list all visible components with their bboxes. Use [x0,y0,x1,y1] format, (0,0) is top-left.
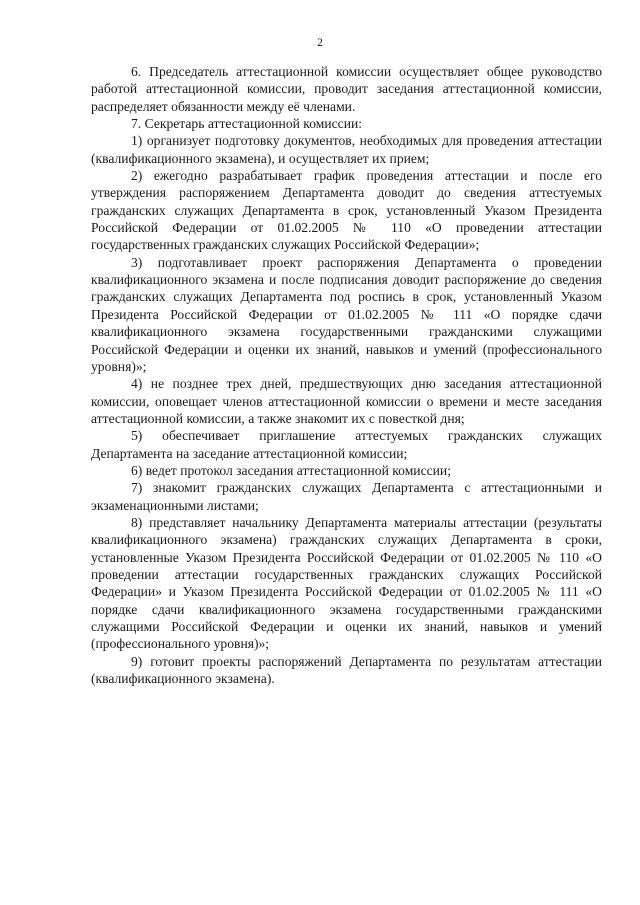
paragraph-item-5: 5) обеспечивает приглашение аттестуемых гражданских служащих Департамента на заседание аттестационной комиссии; [91,428,602,461]
paragraph-item-3: 3) подготавливает проект распоряжения Департамента о проведении квалификационного экзамена и после подписания доводит распоряжение до сведения гражданских служащих Департамента под роспись в срок, установленный Указом Президента Российской Федерации от 01.02.2005 № 111 «О порядке сдачи квалификационного экзамена государственными гражданскими служащими Российской Федерации и оценки их знаний, навыков и умений (профессионального уровня)»; [91,254,602,374]
paragraph-item-8: 8) представляет начальнику Департамента материалы аттестации (результаты квалификационного экзамена) гражданских служащих Департамента в сроки, установленные Указом Президента Российской Федерации от 01.02.2005 № 110 «О проведении аттестации государственных гражданских служащих Российской Федерации» и Указом Президента Российской Федерации от 01.02.2005 № 111 «О порядке сдачи квалификационного экзамена государственными гражданскими служащими Российской Федерации и оценки их знаний, навыков и умений (профессионального уровня)»; [91,514,602,652]
paragraph-item-2: 2) ежегодно разрабатывает график проведения аттестации и после его утверждения распоряжением Департамента доводит до сведения аттестуемых гражданских служащих Департамента в срок, установленный Указом Президента Российской Федерации от 01.02.2005 № 110 «О проведении аттестации государственных гражданских служащих Российской Федерации»; [91,168,602,253]
paragraph-item-7: 7) знакомит гражданских служащих Департамента с аттестационными и экзаменационными листами; [91,480,602,513]
document-body [91,63,602,687]
paragraph-item-1: 1) организует подготовку документов, необходимых для проведения аттестации (квалификационного экзамена), и осуществляет их прием; [91,133,602,166]
paragraph-chairman-duties: 6. Председатель аттестационной комиссии осуществляет общее руководство работой аттестационной комиссии, проводит заседания аттестационной комиссии, распределяет обязанности между её членами. [91,64,602,114]
paragraph-secretary-heading: 7. Секретарь аттестационной комиссии: [131,116,363,132]
paragraph-item-9: 9) готовит проекты распоряжений Департамента по результатам аттестации (квалификационного экзамена). [91,653,602,687]
paragraph-item-4: 4) не позднее трех дней, предшествующих дню заседания аттестационной комиссии, оповещает членов аттестационной комиссии о времени и месте заседания аттестационной комиссии, а также знакомит их с повесткой дня; [91,376,602,426]
page-number: 2 [317,37,323,49]
paragraph-item-6: 6) ведет протокол заседания аттестационной комиссии; [131,462,451,478]
